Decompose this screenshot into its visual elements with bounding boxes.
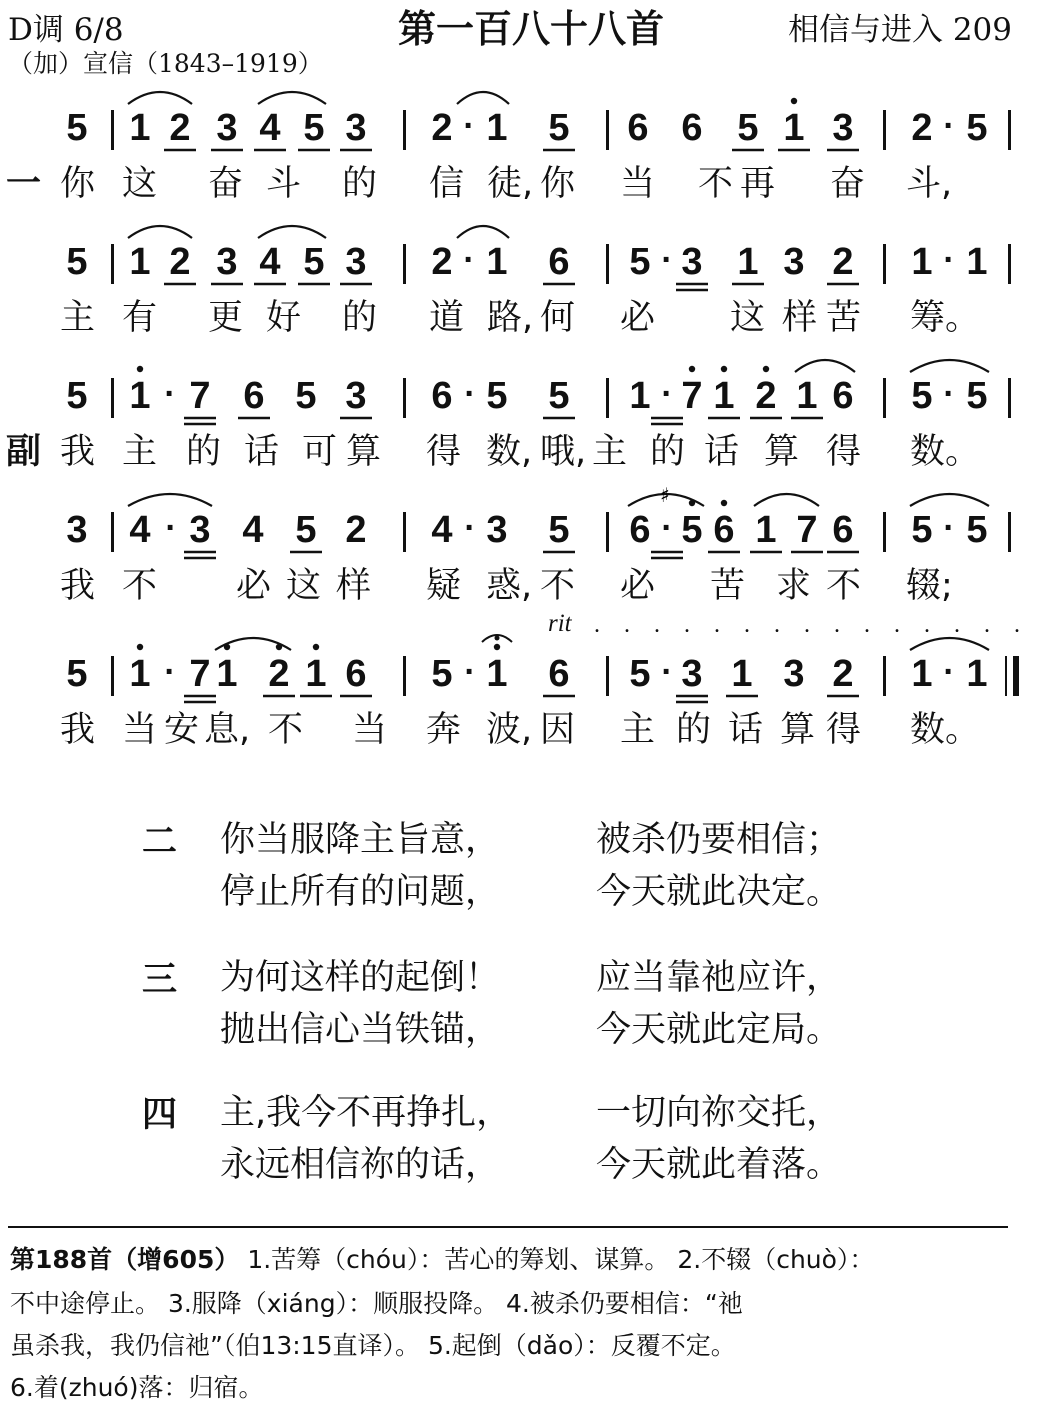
rhythm-dot: · (165, 509, 177, 547)
lyric-syllable: 奋 (830, 164, 866, 204)
note: 3 (681, 241, 703, 283)
rhythm-dot: · (463, 241, 475, 279)
lyric-syllable: 当 (620, 164, 656, 204)
rhythm-dot: · (661, 653, 673, 691)
lyric-syllable: 这 (730, 298, 766, 338)
note: 3 (345, 107, 367, 149)
barline (606, 110, 609, 150)
rhythm-dot: · (943, 241, 955, 279)
note: 5 (629, 653, 651, 695)
note: 6 (345, 653, 367, 695)
lyric-syllable: 我 (60, 710, 96, 750)
lyric-syllable: 有 (122, 298, 158, 338)
note: 2 (431, 107, 453, 149)
note: 2 (345, 509, 367, 551)
lyric-syllable: 你 (60, 164, 96, 204)
barline (883, 512, 886, 552)
section-label: 相信与进入 209 (787, 12, 1012, 48)
note: 1 (216, 653, 238, 695)
note: 5 (66, 107, 88, 149)
verse-line: 你当服降主旨意， (220, 820, 501, 860)
lyric-syllable: 不 (268, 710, 304, 750)
note: 7 (189, 375, 211, 417)
footnote-line-3: 虽杀我，我仍信祂”（伯13:15直译）。 5.起倒（dǎo）：反覆不定。 (10, 1331, 736, 1360)
note: 3 (681, 653, 703, 695)
note: 3 (66, 509, 88, 551)
notation-row (0, 646, 1062, 702)
lyric-syllable: 息, (204, 710, 251, 750)
verse-line: 今天就此着落。 (596, 1145, 842, 1185)
fermata-dot (495, 636, 500, 641)
lyric-syllable: 奋 (208, 164, 244, 204)
verse-line: 被杀仍要相信； (596, 820, 842, 860)
lyric-syllable: 奔 (426, 710, 462, 750)
lyric-syllable: 必 (236, 566, 272, 606)
lyric-syllable: 疑 (426, 566, 462, 606)
key-signature: D调 6/8 (8, 12, 124, 48)
barline (883, 656, 886, 696)
barline (606, 512, 609, 552)
lyric-syllable: 主 (592, 432, 628, 472)
lyric-syllable: 不 (698, 164, 734, 204)
note: 1 (737, 241, 759, 283)
lyric-syllable: 徒, (487, 164, 534, 204)
lyric-syllable: 得 (426, 432, 462, 472)
lyric-syllable: 算 (780, 710, 816, 750)
verse-line: 主,我今不再挣扎， (220, 1093, 512, 1133)
notation-row (0, 100, 1062, 156)
barline (403, 656, 406, 696)
barline (1008, 378, 1011, 418)
note: 1 (911, 241, 933, 283)
rhythm-dot: · (463, 107, 475, 145)
hymn-title: 第一百八十八首 (397, 7, 664, 51)
note: 3 (189, 509, 211, 551)
note: 1 (713, 375, 735, 417)
note: 1 (129, 107, 151, 149)
lyric-syllable: 的 (342, 164, 378, 204)
lyrics-row (0, 160, 1062, 208)
note: 5 (66, 241, 88, 283)
note: 5 (737, 107, 759, 149)
verse-marker: 副 (6, 432, 42, 472)
note: 5 (681, 509, 703, 551)
verse-number: 四 (142, 1095, 178, 1135)
lyric-syllable: 主 (620, 710, 656, 750)
note: 6 (681, 107, 703, 149)
footnote-line-2: 不中途停止。 3.服降（xiáng）：顺服投降。 4.被杀仍要相信：“祂 (10, 1289, 743, 1318)
note: 5 (629, 241, 651, 283)
note: 2 (169, 241, 191, 283)
composer-credit: （加）宣信（1843–1919） (8, 49, 323, 78)
lyric-syllable: 好 (266, 298, 302, 338)
lyric-syllable: 苦 (826, 298, 862, 338)
lyric-syllable: 算 (764, 432, 800, 472)
note: 1 (911, 653, 933, 695)
lyric-syllable: 当 (352, 710, 388, 750)
note: 1 (129, 653, 151, 695)
note: 1 (966, 241, 988, 283)
note: 1 (129, 375, 151, 417)
lyric-syllable: 样 (782, 298, 818, 338)
notation-marks (0, 350, 1062, 430)
lyric-syllable: 的 (676, 710, 712, 750)
lyric-syllable: 的 (186, 432, 222, 472)
sharp-accidental: ♯ (660, 484, 670, 507)
note: 5 (966, 107, 988, 149)
lyric-syllable: 这 (286, 566, 322, 606)
note: 3 (832, 107, 854, 149)
barline (1008, 244, 1011, 284)
notation-marks (0, 484, 1062, 564)
lyric-syllable: 我 (60, 432, 96, 472)
note: 5 (911, 509, 933, 551)
note: 6 (713, 509, 735, 551)
barline (111, 512, 114, 552)
note: 5 (486, 375, 508, 417)
barline (606, 656, 609, 696)
note: 6 (629, 509, 651, 551)
barline (111, 110, 114, 150)
lyric-syllable: 这 (122, 164, 158, 204)
note: 5 (66, 653, 88, 695)
note: 2 (832, 653, 854, 695)
note: 1 (731, 653, 753, 695)
lyric-syllable: 话 (244, 432, 280, 472)
note: 4 (259, 107, 281, 149)
rhythm-dot: · (661, 241, 673, 279)
notation-marks (0, 82, 1062, 162)
final-barline (1013, 656, 1019, 696)
footnote-divider (8, 1226, 1008, 1228)
lyric-syllable: 主 (60, 298, 96, 338)
lyric-syllable: 数。 (910, 710, 981, 750)
lyric-syllable: 必 (620, 298, 656, 338)
note: 1 (129, 241, 151, 283)
lyrics-row (0, 562, 1062, 610)
lyric-syllable: 信 (429, 164, 465, 204)
lyric-syllable: 算 (346, 432, 382, 472)
lyric-syllable: 样 (336, 566, 372, 606)
note: 5 (548, 375, 570, 417)
lyric-syllable: 哦, (540, 432, 587, 472)
lyric-syllable: 得 (826, 710, 862, 750)
lyric-syllable: 不 (540, 566, 576, 606)
note: 5 (548, 107, 570, 149)
note: 2 (431, 241, 453, 283)
lyric-syllable: 惑, (486, 566, 533, 606)
lyric-syllable: 我 (60, 566, 96, 606)
lyric-syllable: 不 (122, 566, 158, 606)
note: 1 (629, 375, 651, 417)
note: 7 (796, 509, 818, 551)
note: 1 (755, 509, 777, 551)
note: 6 (243, 375, 265, 417)
verse-line: 永远相信祢的话， (220, 1145, 501, 1185)
note: 5 (295, 375, 317, 417)
note: 5 (303, 107, 325, 149)
lyric-syllable: 可 (302, 432, 338, 472)
verse-line: 一切向祢交托， (596, 1093, 842, 1133)
verse-line: 今天就此决定。 (596, 872, 842, 912)
barline (403, 378, 406, 418)
footnote-label: 第188首（增605） (10, 1245, 240, 1274)
lyric-syllable: 的 (650, 432, 686, 472)
ritardando-mark: rit (548, 610, 572, 637)
lyric-syllable: 更 (208, 298, 244, 338)
note: 1 (486, 653, 508, 695)
lyric-syllable: 得 (826, 432, 862, 472)
ritardando-dots: . . . . . . . . . . . . . . . (594, 612, 1029, 638)
note: 6 (627, 107, 649, 149)
lyric-syllable: 不 (826, 566, 862, 606)
note: 3 (783, 653, 805, 695)
notation-row (0, 368, 1062, 424)
note: 3 (216, 241, 238, 283)
lyric-syllable: 话 (704, 432, 740, 472)
verse-line: 为何这样的起倒！ (220, 958, 501, 998)
note: 2 (832, 241, 854, 283)
barline (1008, 110, 1011, 150)
note: 5 (911, 375, 933, 417)
notation-row (0, 234, 1062, 290)
note: 4 (242, 509, 264, 551)
note: 1 (796, 375, 818, 417)
lyric-syllable: 数。 (910, 432, 981, 472)
verse-number: 二 (142, 822, 178, 862)
note: 5 (431, 653, 453, 695)
verse-marker: 一 (6, 164, 42, 204)
note: 3 (783, 241, 805, 283)
barline (403, 244, 406, 284)
barline (403, 512, 406, 552)
note: 1 (783, 107, 805, 149)
rhythm-dot: · (164, 653, 176, 691)
note: 3 (345, 375, 367, 417)
lyrics-row (0, 428, 1062, 476)
lyric-syllable: 斗 (266, 164, 302, 204)
lyric-syllable: 必 (620, 566, 656, 606)
note: 3 (345, 241, 367, 283)
rhythm-dot: · (661, 375, 673, 413)
note: 5 (303, 241, 325, 283)
lyric-syllable: 安 (164, 710, 200, 750)
verse-line: 应当靠祂应许， (596, 958, 842, 998)
lyric-syllable: 道 (429, 298, 465, 338)
rhythm-dot: · (464, 375, 476, 413)
lyric-syllable: 路, (487, 298, 534, 338)
rhythm-dot: · (943, 107, 955, 145)
rhythm-dot: · (164, 375, 176, 413)
note: 3 (216, 107, 238, 149)
barline (606, 244, 609, 284)
note: 4 (129, 509, 151, 551)
barline (1005, 656, 1007, 696)
rhythm-dot: · (464, 509, 476, 547)
note: 2 (911, 107, 933, 149)
note: 5 (66, 375, 88, 417)
note: 4 (259, 241, 281, 283)
lyric-syllable: 波, (486, 710, 533, 750)
note: 6 (548, 241, 570, 283)
note: 4 (431, 509, 453, 551)
lyric-syllable: 筹。 (910, 298, 981, 338)
note: 6 (431, 375, 453, 417)
lyrics-row (0, 706, 1062, 754)
lyric-syllable: 求 (776, 566, 812, 606)
note: 2 (755, 375, 777, 417)
verse-line: 停止所有的问题， (220, 872, 501, 912)
note: 6 (548, 653, 570, 695)
lyric-syllable: 再 (740, 164, 776, 204)
verse-number: 三 (142, 960, 178, 1000)
note: 5 (966, 375, 988, 417)
lyrics-row (0, 294, 1062, 342)
verse-line: 抛出信心当铁锚， (220, 1010, 501, 1050)
barline (883, 378, 886, 418)
footnote-line-4: 6.着(zhuó)落：归宿。 (10, 1373, 264, 1402)
barline (111, 656, 114, 696)
footnote-line-1 (10, 1240, 874, 1276)
rhythm-dot: · (943, 653, 955, 691)
rhythm-dot: · (943, 509, 955, 547)
lyric-syllable: 你 (540, 164, 576, 204)
barline (606, 378, 609, 418)
lyric-syllable: 因 (540, 710, 576, 750)
note: 1 (486, 107, 508, 149)
barline (883, 244, 886, 284)
barline (1008, 512, 1011, 552)
rhythm-dot: · (943, 375, 955, 413)
note: 2 (169, 107, 191, 149)
lyric-syllable: 苦 (710, 566, 746, 606)
fermata (482, 635, 512, 642)
note: 7 (189, 653, 211, 695)
note: 1 (305, 653, 327, 695)
note: 5 (548, 509, 570, 551)
lyric-syllable: 何 (540, 298, 576, 338)
lyric-syllable: 的 (342, 298, 378, 338)
note: 2 (268, 653, 290, 695)
lyric-syllable: 当 (122, 710, 158, 750)
lyric-syllable: 话 (728, 710, 764, 750)
notation-row (0, 484, 1062, 558)
barline (111, 378, 114, 418)
rhythm-dot: · (464, 653, 476, 691)
note: 1 (966, 653, 988, 695)
note: 7 (681, 375, 703, 417)
note: 5 (966, 509, 988, 551)
note: 6 (832, 509, 854, 551)
rhythm-dot: · (661, 509, 673, 547)
note: 6 (832, 375, 854, 417)
verse-line: 今天就此定局。 (596, 1010, 842, 1050)
barline (403, 110, 406, 150)
notation-marks (0, 628, 1062, 708)
notation-marks (0, 216, 1062, 296)
lyric-syllable: 辍; (906, 566, 953, 606)
barline (111, 244, 114, 284)
footnote-text-1: 1.苦筹（chóu）：苦心的筹划、谋算。 2.不辍（chuò）： (239, 1245, 875, 1274)
note: 5 (295, 509, 317, 551)
lyric-syllable: 数, (486, 432, 533, 472)
lyric-syllable: 斗, (906, 164, 953, 204)
note: 1 (486, 241, 508, 283)
lyric-syllable: 主 (122, 432, 158, 472)
note: 3 (486, 509, 508, 551)
barline (883, 110, 886, 150)
